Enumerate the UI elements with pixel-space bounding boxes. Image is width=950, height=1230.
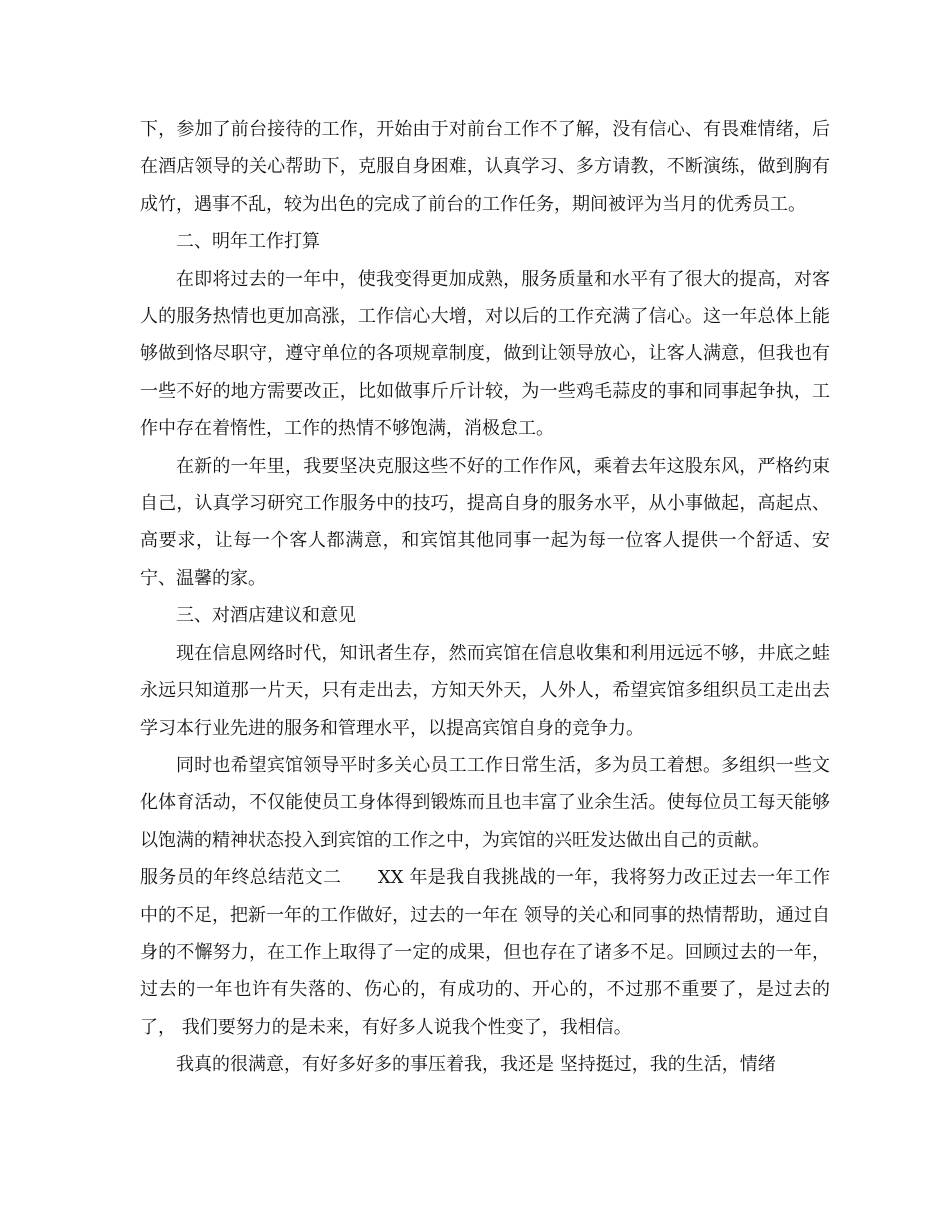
section-heading-hotel-suggestions: 三、对酒店建议和意见	[176, 605, 356, 627]
paragraph-sample-two-continued: 我真的很满意，有好多好多的事压着我，我还是 坚持挺过，我的生活，情绪	[176, 1054, 776, 1076]
paragraph-suggestion-training: 现在信息网络时代，知讯者生存，然而宾馆在信息收集和利用远远不够，井底之蛙永远只知道那一片天，只有走出去，方知天外天，人外人，希望宾馆多组织员工走出去学习本行业先进的服务和管理水平，以提高宾馆自身的竞争力。	[140, 642, 830, 739]
document-body	[140, 111, 830, 1084]
paragraph-suggestion-staff-care: 同时也希望宾馆领导平时多关心员工工作日常生活，多为员工着想。多组织一些文化体育活动，不仅能使员工身体得到锻炼而且也丰富了业余生活。使每位员工每天能够以饱满的精神状态投入到宾馆的工作之中，为宾馆的兴旺发达做出自己的贡献。	[140, 754, 830, 851]
paragraph-plan-reflection: 在即将过去的一年中，使我变得更加成熟，服务质量和水平有了很大的提高，对客人的服务热情也更加高涨，工作信心大增，对以后的工作充满了信心。这一年总体上能够做到恪尽职守，遵守单位的各项规章制度，做到让领导放心，让客人满意，但我也有一些不好的地方需要改正，比如做事斤斤计较，为一些鸡毛蒜皮的事和同事起争执，工作中存在着惰性，工作的热情不够饱满，消极怠工。	[140, 268, 830, 440]
paragraph-continuation: 下，参加了前台接待的工作，开始由于对前台工作不了解，没有信心、有畏难情绪，后在酒店领导的关心帮助下，克服自身困难，认真学习、多方请教，不断演练，做到胸有成竹，遇事不乱，较为出色的完成了前台的工作任务，期间被评为当月的优秀员工。	[140, 119, 830, 215]
section-heading-next-year-plan: 二、明年工作打算	[176, 231, 320, 253]
paragraph-sample-two-intro: 服务员的年终总结范文二 XX 年是我自我挑战的一年，我将努力改正过去一年工作中的不足，把新一年的工作做好，过去的一年在 领导的关心和同事的热情帮助，通过自身的不懈努力，在工作上取得了一定的成果，但也存在了诸多不足。回顾过去的一年，过去的一年也许有失落的、伤心的，有成功的、开心的，不过那不重要了，是过去的了， 我们要努力的是未来，有好多人说我个性变了，我相信。	[140, 867, 830, 1038]
paragraph-plan-commitment: 在新的一年里，我要坚决克服这些不好的工作作风，乘着去年这股东风，严格约束自己，认真学习研究工作服务中的技巧，提高自身的服务水平，从小事做起，高起点、高要求，让每一个客人都满意，和宾馆其他同事一起为每一位客人提供一个舒适、安宁、温馨的家。	[140, 455, 830, 589]
